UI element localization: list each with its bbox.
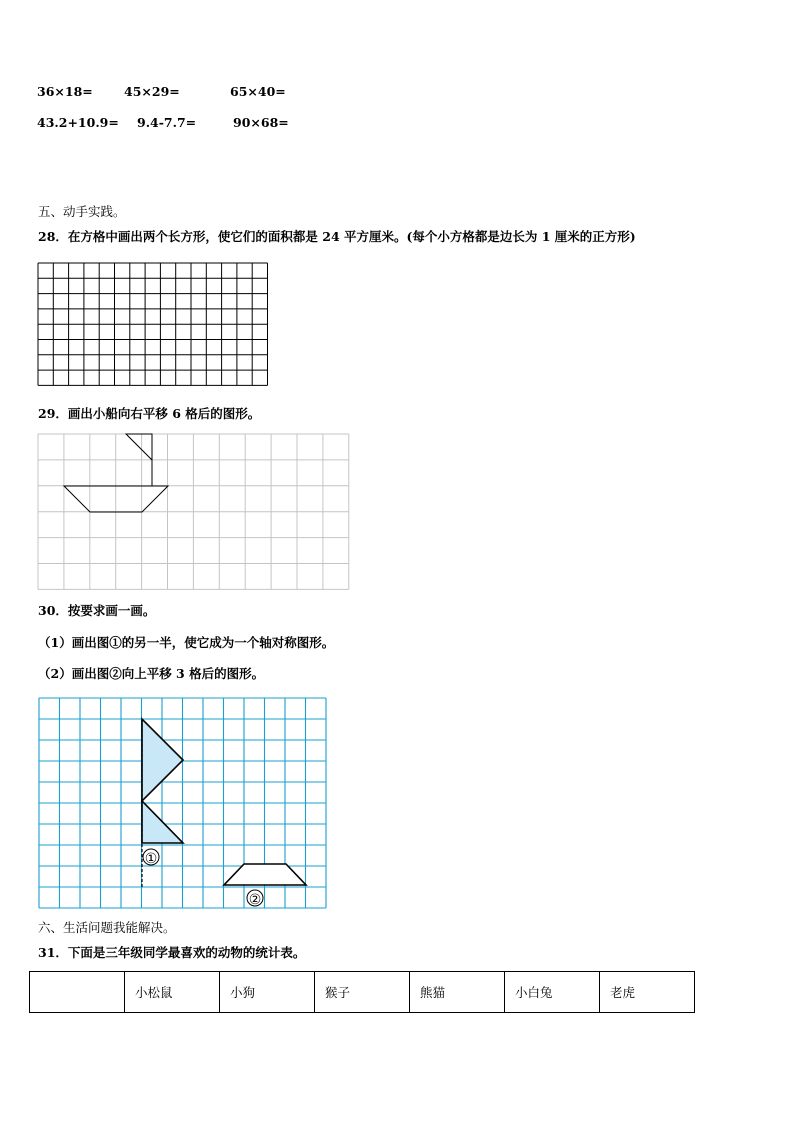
table-header-dog: 小狗	[220, 972, 315, 1013]
table-header-panda: 熊猫	[410, 972, 505, 1013]
arith-2-1: 43.2+10.9=	[37, 115, 119, 130]
table-header-monkey: 猴子	[315, 972, 410, 1013]
q28-text: 28．在方格中画出两个长方形，使它们的面积都是 24 平方厘米。(每个小方格都是边长为 1 厘米的正方形)	[38, 229, 636, 244]
q29-boat-grid	[37, 433, 351, 591]
shape1-label: ①	[144, 851, 158, 867]
arith-2-3: 90×68=	[233, 115, 289, 130]
grid-lines	[38, 434, 349, 589]
table-header-tiger: 老虎	[600, 972, 695, 1013]
arith-2-2: 9.4-7.7=	[137, 115, 197, 130]
q30-sub1: （1）画出图①的另一半，使它成为一个轴对称图形。	[38, 635, 335, 650]
animal-statistics-table	[29, 971, 695, 1013]
table-header-row	[30, 972, 695, 1013]
q31-text: 31．下面是三年级同学最喜欢的动物的统计表。	[38, 945, 306, 960]
q30-text: 30．按要求画一画。	[38, 603, 156, 618]
q30-symmetry-grid	[38, 697, 330, 912]
table-corner-cell	[30, 972, 125, 1013]
table-header-rabbit: 小白兔	[505, 972, 600, 1013]
section6-title: 六、生活问题我能解决。	[38, 920, 176, 935]
q28-grid	[37, 262, 271, 387]
arith-1-2: 45×29=	[124, 84, 180, 99]
q30-sub2: （2）画出图②向上平移 3 格后的图形。	[38, 666, 265, 681]
arith-1-1: 36×18=	[37, 84, 93, 99]
section5-title: 五、动手实践。	[38, 204, 126, 219]
shape2-label: ②	[248, 892, 262, 908]
shape2-trapezoid	[224, 864, 306, 885]
arith-1-3: 65×40=	[230, 84, 286, 99]
table-header-squirrel: 小松鼠	[125, 972, 220, 1013]
boat-sail	[126, 434, 152, 460]
q29-text: 29．画出小船向右平移 6 格后的图形。	[38, 406, 261, 421]
grid-lines	[38, 263, 268, 385]
